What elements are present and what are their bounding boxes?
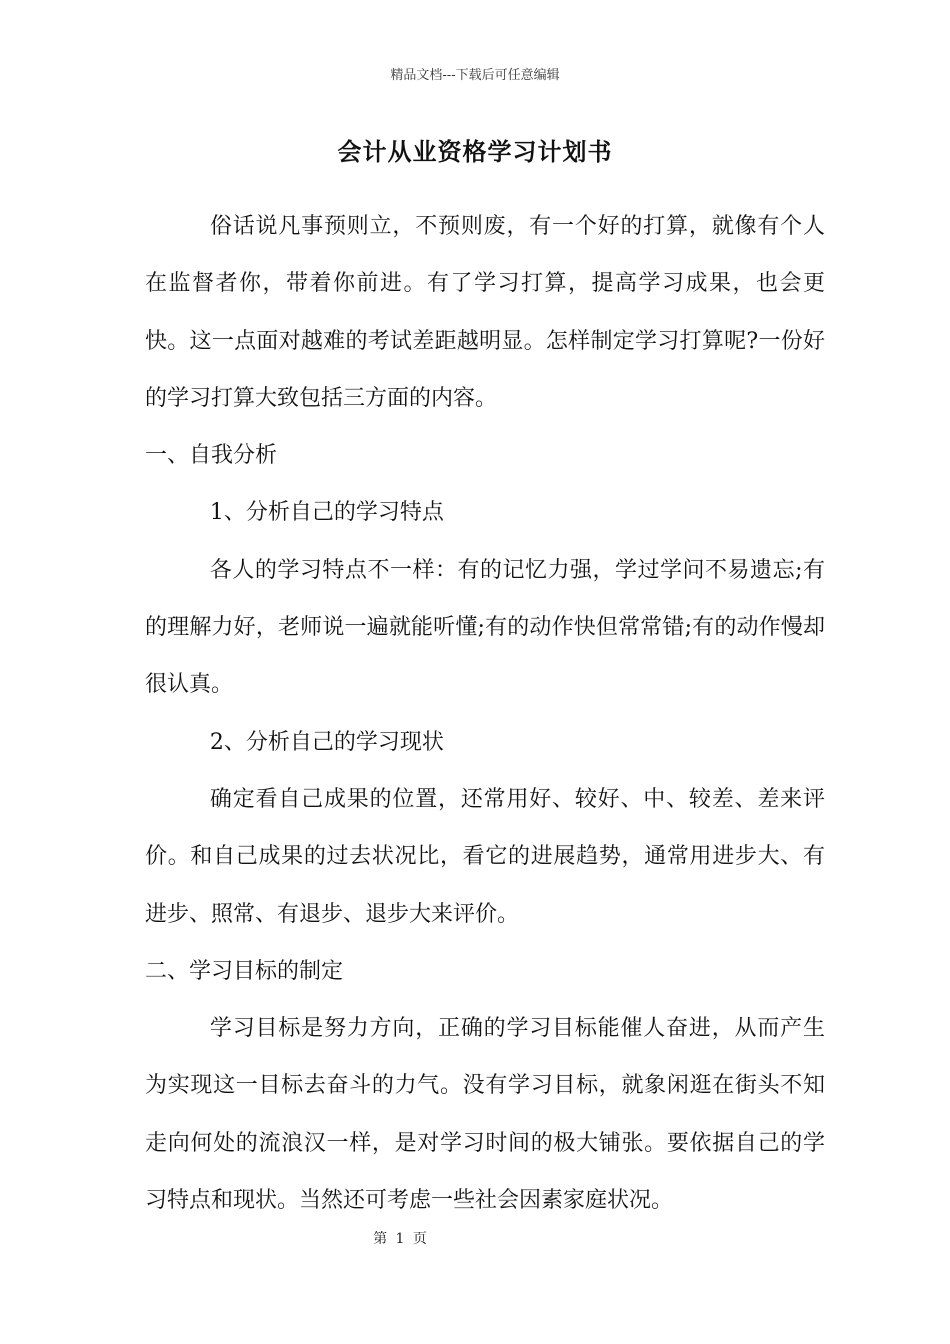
paragraph-learning-traits: 各人的学习特点不一样：有的记忆力强，学过学问不易遗忘;有的理解力好，老师说一遍就能听懂;有的动作快但常常错;有的动作慢却很认真。 [145, 557, 825, 698]
document-body [145, 198, 825, 1229]
page-header: 精品文档---下载后可任意编辑 [390, 68, 560, 83]
intro-paragraph: 俗话说凡事预则立，不预则废，有一个好的打算，就像有个人在监督者你，带着你前进。有了学习打算，提高学习成果，也会更快。这一点面对越难的考试差距越明显。怎样制定学习打算呢?一份好的学习打算大致包括三方面的内容。 [145, 214, 825, 411]
document-title: 会计从业资格学习计划书 [337, 137, 613, 166]
paragraph-goals: 学习目标是努力方向，正确的学习目标能催人奋进，从而产生为实现这一目标去奋斗的力气。没有学习目标，就象闲逛在街头不知走向何处的流浪汉一样，是对学习时间的极大铺张。要依据自己的学习特点和现状。当然还可考虑一些社会因素家庭状况。 [145, 1016, 825, 1214]
section-heading-self-analysis: 一、自我分析 [145, 443, 278, 469]
subheading-learning-status: 2、分析自己的学习现状 [209, 729, 444, 755]
paragraph-learning-status: 确定看自己成果的位置，还常用好、较好、中、较差、差来评价。和自己成果的过去状况比，看它的进展趋势，通常用进步大、有进步、照常、有退步、退步大来评价。 [145, 786, 825, 927]
page-number: 第 1 页 [373, 1231, 427, 1247]
section-heading-goals: 二、学习目标的制定 [145, 958, 344, 984]
subheading-learning-traits: 1、分析自己的学习特点 [209, 500, 444, 526]
